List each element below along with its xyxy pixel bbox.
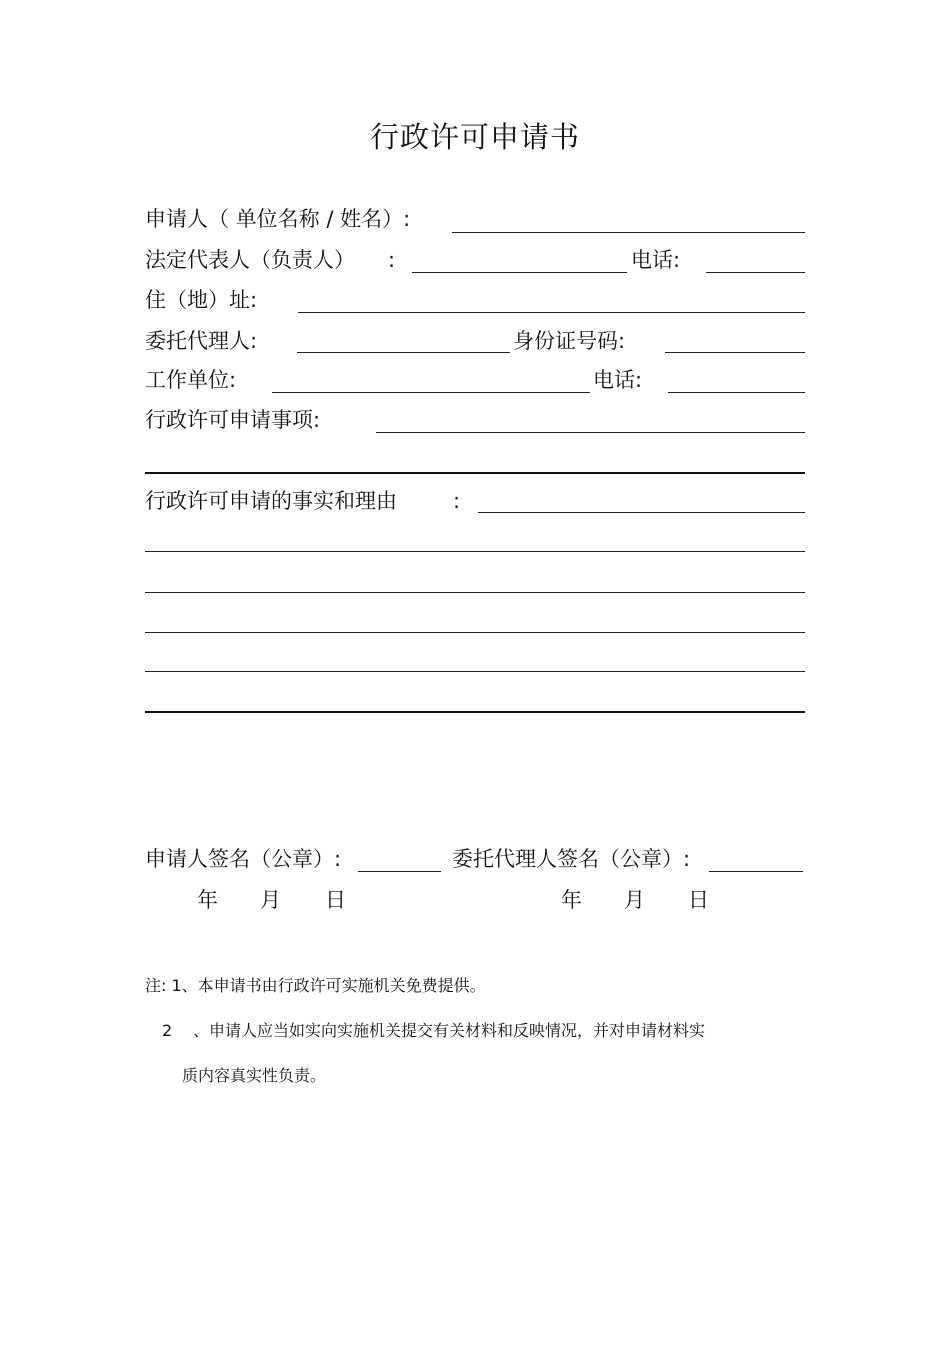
applicant-date-month: 月	[260, 888, 281, 912]
matter-field[interactable]	[376, 432, 805, 433]
note-2: 、申请人应当如实向实施机关提交有关材料和反映情况，并对申请材料实	[193, 1021, 706, 1040]
note-1: 注: 1、本申请书由行政许可实施机关免费提供。	[145, 976, 486, 995]
applicant-date-day: 日	[325, 888, 346, 912]
facts-line[interactable]	[145, 592, 805, 593]
applicant-label: 申请人（ 单位名称 / 姓名）:	[145, 207, 411, 231]
phone-label: 电话:	[631, 248, 681, 272]
note-2-number: 2	[162, 1021, 173, 1040]
page-title: 行政许可申请书	[369, 120, 580, 154]
workplace-field[interactable]	[272, 392, 590, 393]
agent-date-month: 月	[624, 888, 645, 912]
phone2-field[interactable]	[668, 392, 805, 393]
agent-date-day: 日	[688, 888, 709, 912]
id-number-label: 身份证号码:	[513, 329, 626, 353]
facts-line[interactable]	[145, 632, 805, 633]
facts-field[interactable]	[478, 512, 805, 513]
agent-date-year: 年	[561, 888, 582, 912]
applicant-field[interactable]	[452, 232, 805, 233]
applicant-sign-field[interactable]	[358, 871, 441, 872]
matter-field-continued[interactable]	[145, 472, 805, 474]
note-2-continued: 质内容真实性负责。	[182, 1066, 327, 1085]
facts-line[interactable]	[145, 671, 805, 672]
legal-rep-colon: :	[388, 248, 396, 272]
legal-rep-label: 法定代表人（负责人）	[145, 248, 355, 272]
agent-sign-field[interactable]	[709, 871, 803, 872]
facts-line[interactable]	[145, 711, 805, 713]
agent-field[interactable]	[297, 352, 510, 353]
legal-rep-field[interactable]	[412, 272, 627, 273]
matter-label: 行政许可申请事项:	[145, 408, 321, 432]
facts-colon: :	[453, 489, 461, 513]
address-label: 住（地）址:	[145, 288, 258, 312]
address-field[interactable]	[298, 312, 805, 313]
applicant-date-year: 年	[197, 888, 218, 912]
applicant-sign-label: 申请人签名（公章）:	[145, 847, 342, 871]
id-number-field[interactable]	[665, 352, 805, 353]
facts-line[interactable]	[145, 551, 805, 552]
agent-label: 委托代理人:	[145, 329, 258, 353]
agent-sign-label: 委托代理人签名（公章）:	[452, 847, 691, 871]
workplace-label: 工作单位:	[145, 368, 237, 392]
phone2-label: 电话:	[593, 368, 643, 392]
phone-field[interactable]	[706, 272, 805, 273]
facts-label: 行政许可申请的事实和理由	[145, 489, 397, 513]
